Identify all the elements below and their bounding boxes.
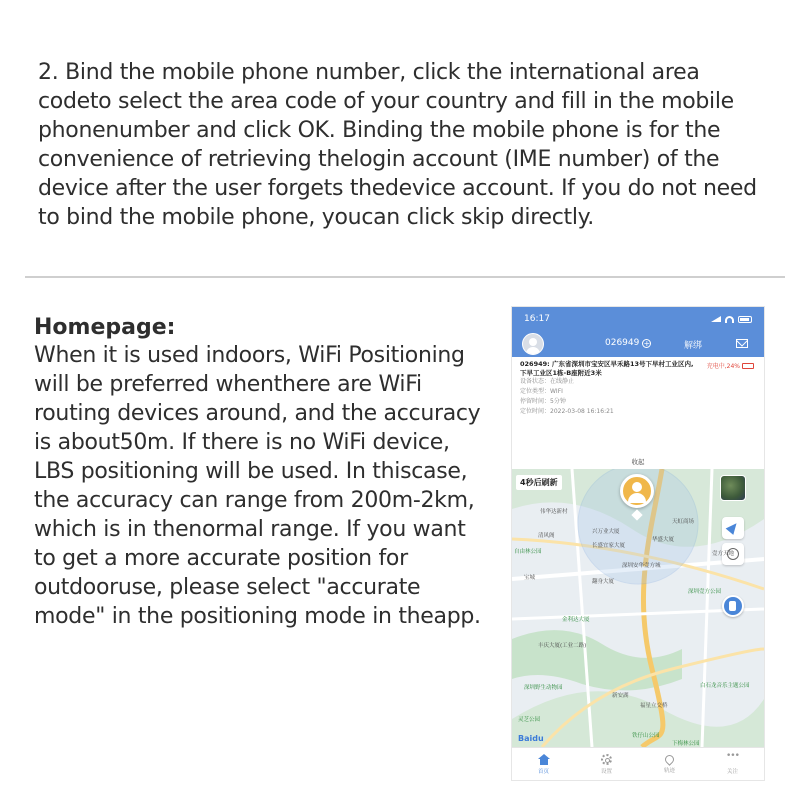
unbind-button[interactable]: 解绑	[684, 341, 703, 351]
satellite-view-toggle[interactable]	[720, 475, 746, 501]
homepage-title: Homepage:	[34, 315, 176, 340]
refresh-countdown: 4秒后刷新	[516, 475, 562, 490]
map-label: 兴万业大厦	[592, 529, 620, 535]
map-label: 深圳安华壹方城	[622, 563, 661, 569]
device-selector[interactable]	[605, 338, 651, 348]
navigation-icon[interactable]	[722, 517, 744, 539]
map-label: 福星立交桥	[640, 703, 668, 709]
map-label: 深圳壹方公园	[688, 589, 722, 595]
section-divider	[25, 276, 785, 278]
homepage-description: When it is used indoors, WiFi Positioning will be preferred whenthere are WiFi routing devices around, and the accuracy is about50m. If there is no WiFi device, LBS positioning will be used. In thiscase, the accuracy can range from 200m-2km, which is in thenormal range. If you want to get a more accurate position for outdooruse, please select "accurate mode" in the positioning mode in theapp.	[34, 343, 481, 629]
home-icon	[538, 754, 549, 765]
location-pin-icon	[663, 753, 676, 766]
battery-charging-icon	[742, 363, 754, 369]
map-label: 新安湖	[612, 693, 629, 699]
map-label: 金利达大厦	[562, 617, 590, 623]
device-address: 026949: 广东省深圳市宝安区早禾路13号下早村工业区内,下早工业区1栋-B座附近3米	[520, 360, 694, 377]
device-id: 026949	[605, 338, 640, 348]
tab-label: 关注	[726, 768, 738, 775]
status-icons	[711, 316, 752, 323]
map-label: 壹方天地	[712, 551, 735, 557]
avatar[interactable]	[522, 333, 544, 355]
tab-settings[interactable]	[575, 748, 638, 780]
map-label: 华盛大厦	[652, 537, 675, 543]
map-label: 清风阁	[538, 533, 555, 539]
device-locate-icon[interactable]	[722, 595, 744, 617]
phone-screenshot	[512, 307, 764, 780]
map-label: 翻身大厦	[592, 579, 615, 585]
plus-circle-icon[interactable]: +	[643, 338, 651, 348]
map-label: 天虹商场	[672, 519, 695, 525]
map-label: 自由林公园	[514, 549, 542, 555]
step-2-instructions: 2. Bind the mobile phone number, click the international area codeto select the area code of your country and fill in the mobile phonenumber and click OK. Binding the mobile phone is for the convenience of retrieving thelogin account (IME number) of the device after the user forgets thedevice account. If you do not need to bind the mobile phone, youcan click skip directly.	[38, 60, 757, 230]
more-icon	[727, 754, 738, 765]
map-label: 丰庆大厦(工业二路)	[538, 643, 587, 649]
device-info-panel	[512, 357, 764, 469]
stay-time: 停留时间：5分钟	[520, 398, 566, 405]
tab-follow[interactable]	[701, 748, 764, 780]
app-header	[512, 331, 764, 357]
status-time: 16:17	[524, 314, 550, 324]
positioning-time: 定位时间：2022-03-08 16:16:21	[520, 408, 614, 415]
map-view[interactable]	[512, 469, 764, 747]
status-bar	[512, 307, 764, 331]
map-label: 灵芝公园	[518, 717, 541, 723]
mail-icon[interactable]	[736, 339, 748, 348]
tab-track[interactable]	[638, 748, 701, 780]
map-label: 铁仔山公园	[632, 733, 660, 739]
tab-label: 首页	[537, 768, 549, 775]
wifi-icon	[725, 316, 734, 323]
map-label: 深圳野生动物园	[524, 685, 563, 691]
gear-icon	[601, 754, 612, 765]
positioning-type: 定位类型：WIFI	[520, 388, 563, 395]
collapse-button[interactable]: 收起	[631, 458, 645, 466]
map-label: 宝城	[524, 575, 536, 581]
charge-status	[707, 361, 754, 370]
battery-icon	[738, 316, 752, 323]
map-label: 下梅林公园	[672, 741, 700, 747]
device-location-pin-icon[interactable]	[620, 474, 654, 508]
tab-label: 轨迹	[663, 767, 675, 774]
signal-icon	[711, 316, 721, 322]
tab-label: 设置	[600, 768, 612, 775]
device-status: 设备状态：在线静止	[520, 378, 575, 385]
map-label: 白石龙音乐主题公园	[700, 683, 750, 689]
tab-home[interactable]	[512, 748, 575, 780]
bottom-tab-bar	[512, 747, 764, 780]
map-label: 伟华达新村	[540, 509, 568, 515]
map-label: 长盛宜家大厦	[592, 543, 626, 549]
map-provider-logo: Baidu	[518, 734, 544, 743]
charge-text: 充电中,24%	[706, 363, 740, 370]
